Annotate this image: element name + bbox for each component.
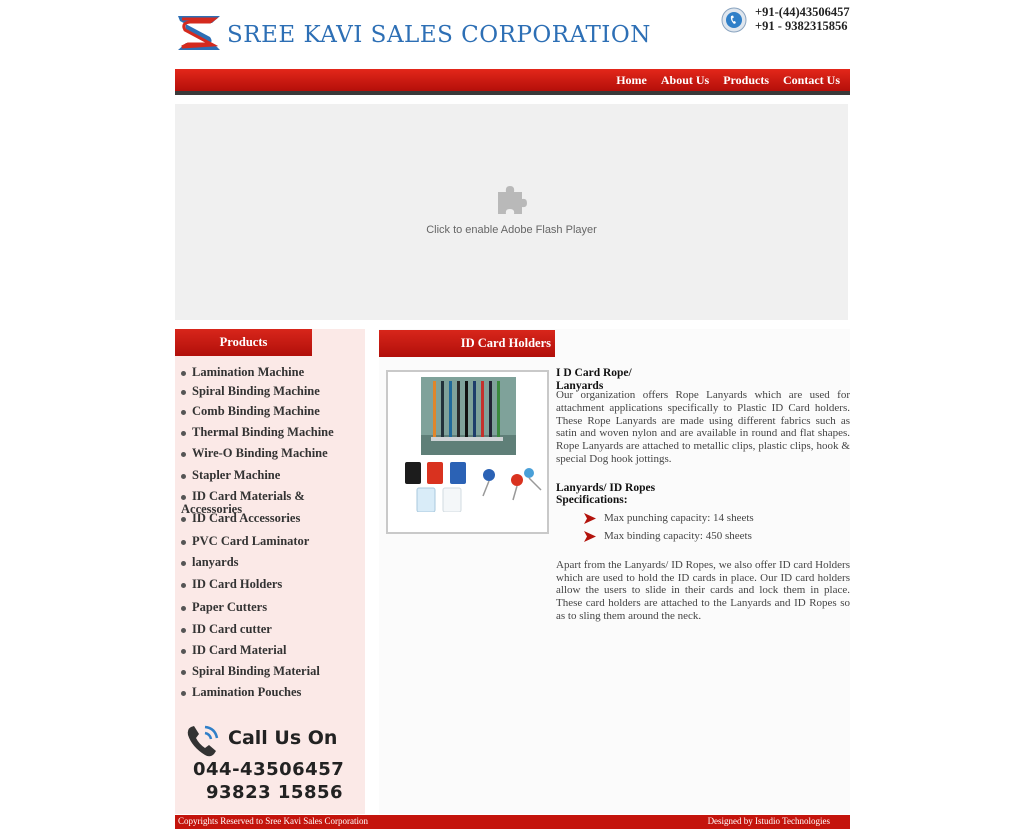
paragraph-rope-lanyards: Our organization offers Rope Lanyards which are used for attachment applications specifically to Plastic ID Card holders. These Rope Lanyards are made using different fabrics such as satin and woven nylon and are available in round and flat shapes. Rope Lanyards are attached to metallic clips, plastic clips, hook & special Dog hook jottings. [556,389,850,465]
sidebar-item-id-card-materials-accessories[interactable]: ID Card Materials & Accessories [181,490,311,516]
sidebar-item-spiral-binding-machine[interactable]: Spiral Binding Machine [181,384,320,399]
main-nav-bar [175,69,850,95]
nav-products[interactable]: Products [723,73,769,87]
sidebar-item-pvc-card-laminator[interactable]: PVC Card Laminator [181,534,309,549]
arrow-bullet-icon [584,531,596,542]
spec-item [556,509,850,527]
flash-message: Click to enable Adobe Flash Player [426,224,597,236]
specifications-list [556,509,850,545]
sidebar-item-comb-binding-machine[interactable]: Comb Binding Machine [181,404,320,419]
sidebar-item-spiral-binding-material[interactable]: Spiral Binding Material [181,664,320,679]
arrow-bullet-icon [584,513,596,524]
sidebar-item-lamination-pouches[interactable]: Lamination Pouches [181,685,301,700]
main-content [379,329,850,814]
sidebar-item-id-card-accessories[interactable]: ID Card Accessories [181,511,300,526]
sidebar-item-id-card-holders[interactable]: ID Card Holders [181,577,282,592]
sidebar-item-lanyards[interactable]: lanyards [181,555,239,570]
main-nav [616,73,840,88]
product-description [556,367,850,623]
nav-contact-us[interactable]: Contact Us [783,73,840,87]
call-us-number-1: 044-43506457 [193,759,345,780]
puzzle-piece-icon [494,182,528,216]
paragraph-id-card-holders: Apart from the Lanyards/ ID Ropes, we also offer ID card Holders which are used to hold the ID cards in place. Our ID card holders allow the users to slide in their cards and lock them in place. These card holders are attached to the Lanyards and ID Ropes so as to sling them around the neck. [556,558,850,622]
sidebar-item-stapler-machine[interactable]: Stapler Machine [181,468,280,483]
footer-copyright: Copyrights Reserved to Sree Kavi Sales Corporation [178,816,368,826]
brand-name[interactable]: SREE KAVI SALES CORPORATION [227,22,651,48]
sidebar-item-thermal-binding-machine[interactable]: Thermal Binding Machine [181,425,334,440]
footer [175,815,850,829]
footer-designed-by[interactable]: Designed by Istudio Technologies [707,816,830,826]
products-sidebar [175,329,365,814]
sidebar-item-wire-o-binding-machine[interactable]: Wire-O Binding Machine [181,446,328,461]
product-image [386,370,549,534]
nav-about-us[interactable]: About Us [660,73,710,87]
header-phone-1: +91-(44)43506457 [755,5,850,19]
sidebar-item-lamination-machine[interactable]: Lamination Machine [181,365,304,380]
company-logo-icon[interactable] [176,14,222,52]
section-heading-rope-lanyards: I D Card Rope/ Lanyards [556,367,632,392]
header-phone-2: +91 - 9382315856 [755,19,848,33]
section-heading-lanyards-id-ropes: Lanyards/ ID Ropes [556,481,656,494]
call-us-title: Call Us On [228,727,338,749]
phone-icon [721,7,747,33]
sidebar-item-id-card-material[interactable]: ID Card Material [181,643,286,658]
spec-text: Max binding capacity: 450 sheets [604,529,752,542]
page-container [175,0,850,838]
sidebar-title: Products [175,329,312,356]
header-phones [755,5,850,33]
telephone-handset-icon [185,723,223,759]
sidebar-item-paper-cutters[interactable]: Paper Cutters [181,600,267,615]
spec-item [556,527,850,545]
lanyards-photo [421,377,516,455]
spec-text: Max punching capacity: 14 sheets [604,511,754,524]
nav-home[interactable]: Home [616,73,647,87]
flash-placeholder[interactable] [175,104,848,320]
specifications-heading: Specifications: [556,494,628,507]
page-title: ID Card Holders [379,330,555,357]
card-holders-photo [405,460,545,512]
call-us-number-2: 93823 15856 [206,782,344,803]
sidebar-item-id-card-cutter[interactable]: ID Card cutter [181,622,272,637]
